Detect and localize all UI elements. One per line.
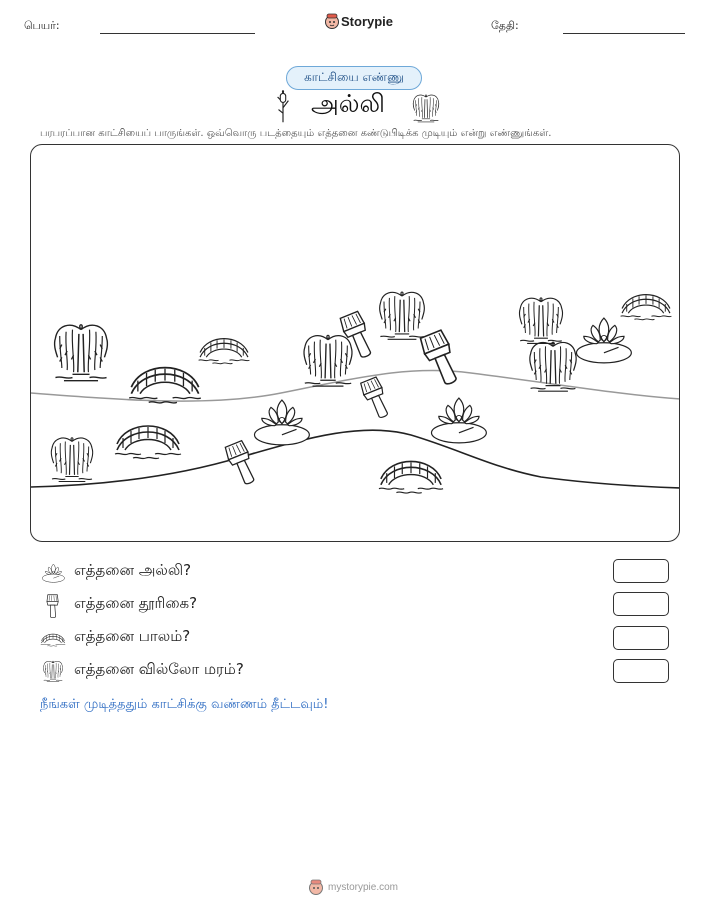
page-title: அல்லி bbox=[311, 89, 385, 118]
willow-tree-icon bbox=[410, 92, 442, 124]
answer-box-lily[interactable] bbox=[613, 559, 669, 583]
activity-badge: காட்சியை எண்ணு bbox=[286, 66, 422, 90]
willow-tree bbox=[380, 292, 425, 339]
site-url[interactable]: mystorypie.com bbox=[328, 882, 399, 893]
bridge bbox=[129, 368, 201, 403]
date-line[interactable] bbox=[563, 33, 685, 34]
brand-name: Storypie bbox=[341, 14, 394, 29]
paintbrush bbox=[419, 329, 463, 388]
date-label: தேதி: bbox=[491, 19, 519, 32]
answer-box-paintbrush[interactable] bbox=[613, 592, 669, 616]
willow-tree bbox=[55, 325, 108, 381]
willow-tree bbox=[304, 335, 352, 386]
question-lily: எத்தனை அல்லி? bbox=[74, 561, 192, 579]
reed-icon bbox=[272, 88, 294, 124]
bridge-icon bbox=[40, 628, 66, 652]
paintbrush bbox=[359, 376, 392, 420]
storypie-logo-icon bbox=[324, 13, 340, 29]
answer-box-willow[interactable] bbox=[613, 659, 669, 683]
willow-tree bbox=[519, 298, 562, 344]
water-lily bbox=[254, 400, 309, 445]
paintbrush bbox=[224, 440, 259, 487]
storypie-footer-logo-icon bbox=[308, 879, 324, 895]
far-shoreline bbox=[31, 370, 680, 401]
answer-box-bridge[interactable] bbox=[613, 626, 669, 650]
water-lily bbox=[431, 398, 486, 443]
bridge bbox=[621, 295, 672, 320]
willow-tree-icon bbox=[40, 659, 66, 683]
question-bridge: எத்தனை பாலம்? bbox=[74, 627, 191, 645]
paintbrush bbox=[339, 311, 376, 361]
bridge bbox=[379, 461, 443, 493]
counting-scene bbox=[30, 144, 680, 542]
question-paintbrush: எத்தனை தூரிகை? bbox=[74, 594, 198, 612]
paintbrush-icon bbox=[42, 593, 64, 619]
coloring-note: நீங்கள் முடித்ததும் காட்சிக்கு வண்ணம் தீட்டவும்! bbox=[40, 697, 329, 712]
name-line[interactable] bbox=[100, 33, 255, 34]
name-label: பெயர்: bbox=[24, 19, 60, 32]
bridge bbox=[115, 426, 181, 459]
willow-tree bbox=[51, 438, 92, 482]
bridge bbox=[199, 339, 250, 364]
water-lily bbox=[576, 318, 631, 363]
instructions: பரபரப்பான காட்சியைப் பாருங்கள். ஒவ்வொரு படத்தையும் எத்தனை கண்டுபிடிக்க முடியும் என்று எண்ணுங்கள். bbox=[40, 128, 552, 139]
question-willow: எத்தனை வில்லோ மரம்? bbox=[74, 660, 244, 678]
near-shoreline bbox=[31, 430, 680, 488]
lily-icon bbox=[40, 561, 66, 585]
